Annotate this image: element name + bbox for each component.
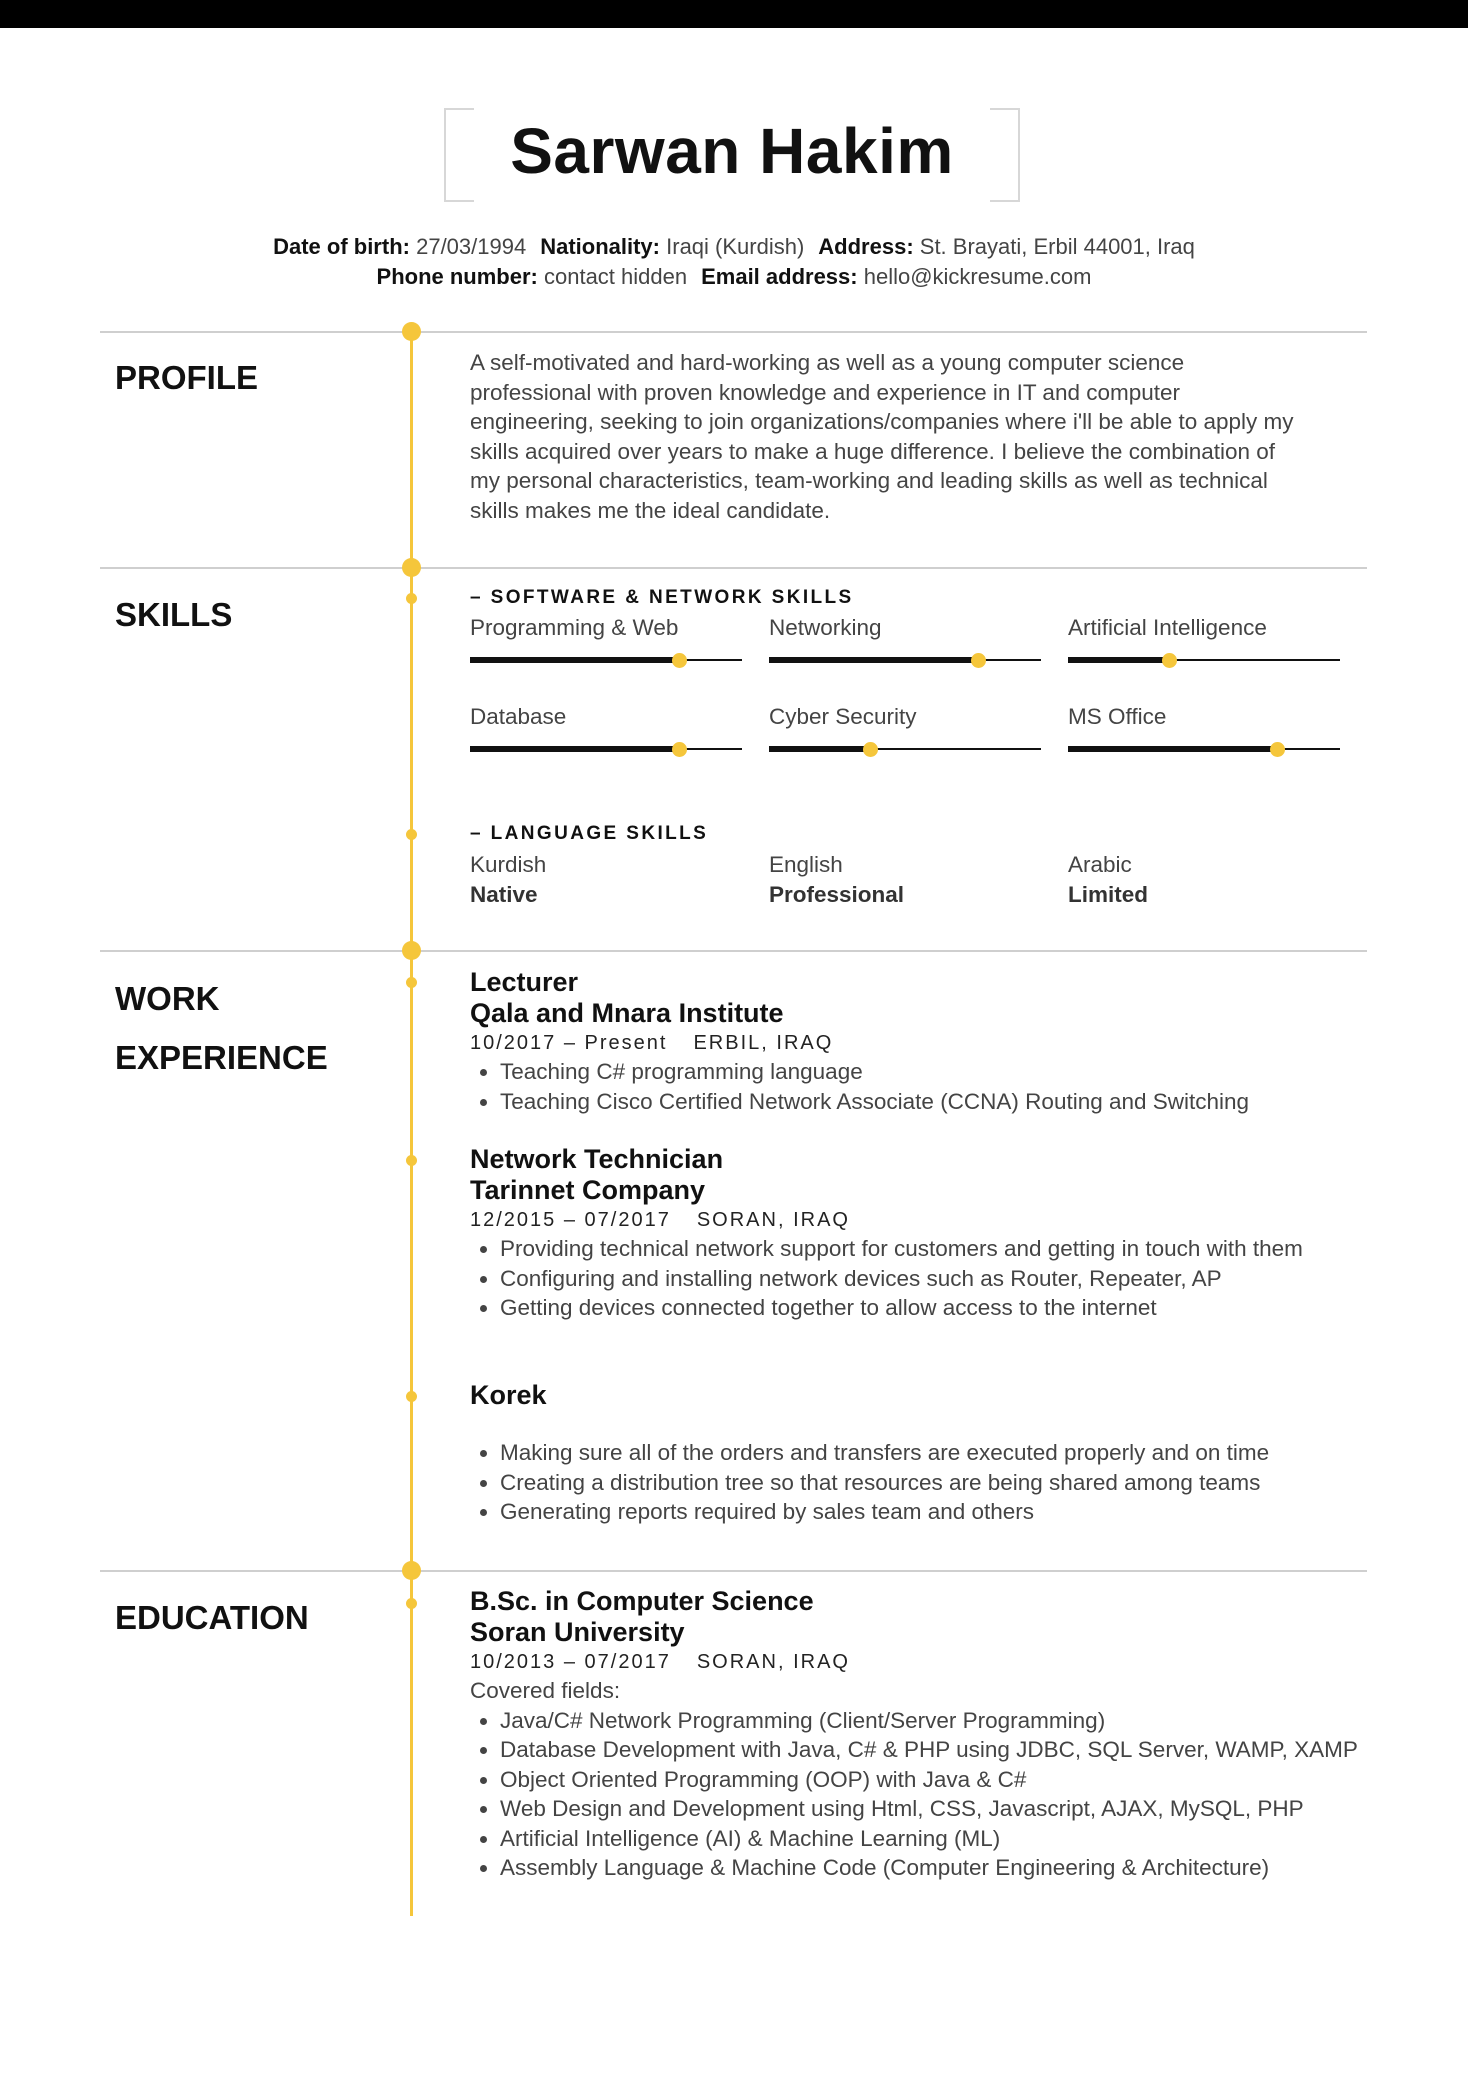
email-label: Email address: <box>701 264 858 289</box>
skill-level-dot <box>672 653 687 668</box>
skill-fill <box>769 746 864 752</box>
duty-item: • Generating reports required by sales team and others <box>500 1497 1370 1527</box>
education-meta <box>470 1648 1370 1676</box>
language-name: Kurdish <box>470 852 547 877</box>
job-title: Korek <box>470 1380 547 1410</box>
skill-label: Database <box>470 704 567 729</box>
skill-label: Networking <box>769 615 882 640</box>
duty-item: • Configuring and installing network devices such as Router, Repeater, AP <box>500 1264 1360 1294</box>
dob-value: 27/03/1994 <box>416 234 527 259</box>
field-item: • Assembly Language & Machine Code (Computer Engineering & Architecture) <box>500 1853 1360 1883</box>
profile-summary <box>470 348 1370 525</box>
language-kurdish <box>470 850 750 910</box>
profile-line: skills makes me the ideal candidate. <box>470 497 831 523</box>
job-duties <box>470 1234 1360 1323</box>
skill-fill <box>1068 657 1163 663</box>
job-duties <box>470 1438 1370 1527</box>
dob-label: Date of birth: <box>273 234 410 259</box>
language-level: Native <box>470 882 538 907</box>
profile-line: skills acquired over years to make a huge difference. I believe the combination of <box>470 438 1276 464</box>
candidate-name: Sarwan Hakim <box>510 115 954 187</box>
language-name: English <box>769 852 843 877</box>
duty-item: • Creating a distribution tree so that resources are being shared among teams <box>500 1468 1370 1498</box>
skill-fill <box>769 657 972 663</box>
timeline-dot <box>402 1561 421 1580</box>
field-item: • Artificial Intelligence (AI) & Machine Learning (ML) <box>500 1824 1360 1854</box>
profile-line: professional with proven knowledge and experience in IT and computer <box>470 379 1181 405</box>
section-title-experience: EXPERIENCE <box>115 1039 328 1076</box>
skill-level-dot <box>672 742 687 757</box>
job-meta <box>470 1029 1370 1057</box>
profile-line: engineering, seeking to join organizations/companies where i'll be able to apply my <box>470 409 1294 434</box>
work-entry-korek <box>470 1380 1370 1527</box>
duty-item: • Getting devices connected together to allow access to the internet <box>500 1293 1360 1323</box>
work-entry-lecturer <box>470 967 1370 1116</box>
job-dates: 12/2015 – 07/2017 <box>470 1209 671 1231</box>
profile-line: my personal characteristics, team-working and leading skills as well as technical <box>470 468 1268 493</box>
job-duties <box>470 1057 1370 1116</box>
language-level: Professional <box>769 882 905 907</box>
skill-level-dot <box>1162 653 1177 668</box>
duty-item: • Providing technical network support for customers and getting in touch with them <box>500 1234 1360 1264</box>
language-arabic <box>1068 850 1348 910</box>
job-location: SORAN, IRAQ <box>696 1209 850 1231</box>
section-title-work: WORK <box>115 980 220 1017</box>
section-divider <box>100 331 1367 333</box>
phone-label: Phone number: <box>376 264 538 289</box>
timeline-dot-small <box>406 1155 417 1166</box>
company-name: Qala and Mnara Institute <box>470 998 784 1028</box>
job-dates: 10/2017 – Present <box>470 1032 668 1054</box>
skill-networking <box>769 615 1041 641</box>
field-item: • Web Design and Development using Html, CSS, Javascript, AJAX, MySQL, PHP <box>500 1794 1360 1824</box>
nationality-value: Iraqi (Kurdish) <box>666 234 805 259</box>
section-title-profile: PROFILE <box>115 359 259 396</box>
language-level: Limited <box>1068 882 1149 907</box>
email-value[interactable]: hello@kickresume.com <box>863 264 1092 289</box>
name-header <box>444 108 1020 200</box>
skill-artificial-intelligence <box>1068 615 1340 641</box>
skill-label: MS Office <box>1068 704 1167 729</box>
education-entry <box>470 1586 1370 1883</box>
timeline-dot <box>402 322 421 341</box>
timeline-dot-small <box>406 1391 417 1402</box>
skill-label: Cyber Security <box>769 704 917 729</box>
language-name: Arabic <box>1068 852 1132 877</box>
work-entry-network-technician <box>470 1144 1370 1323</box>
skill-fill <box>470 657 673 663</box>
skill-ms-office <box>1068 704 1340 730</box>
section-title-education: EDUCATION <box>115 1599 309 1636</box>
education-location: SORAN, IRAQ <box>696 1651 850 1673</box>
job-title: Lecturer <box>470 967 579 997</box>
field-item: • Database Development with Java, C# & PHP using JDBC, SQL Server, WAMP, XAMP <box>500 1735 1360 1765</box>
field-item: • Object Oriented Programming (OOP) with Java & C# <box>500 1765 1360 1795</box>
nationality-label: Nationality: <box>540 234 660 259</box>
duty-item: • Making sure all of the orders and transfers are executed properly and on time <box>500 1438 1370 1468</box>
job-title: Network Technician <box>470 1144 724 1174</box>
top-bar <box>0 0 1468 28</box>
skill-cyber-security <box>769 704 1041 730</box>
education-dates: 10/2013 – 07/2017 <box>470 1651 671 1673</box>
skill-level-dot <box>1270 742 1285 757</box>
skill-fill <box>1068 746 1271 752</box>
section-divider <box>100 1570 1367 1572</box>
skill-label: Artificial Intelligence <box>1068 615 1267 640</box>
skill-level-dot <box>863 742 878 757</box>
duty-item: • Teaching Cisco Certified Network Associate (CCNA) Routing and Switching <box>500 1087 1370 1117</box>
timeline-dot <box>402 941 421 960</box>
timeline-dot-small <box>406 829 417 840</box>
skill-label: Programming & Web <box>470 615 679 640</box>
covered-fields-label: Covered fields: <box>470 1678 621 1703</box>
skill-programming-web <box>470 615 742 641</box>
school-name: Soran University <box>470 1617 685 1647</box>
phone-value: contact hidden <box>543 264 688 289</box>
covered-fields-list <box>470 1706 1360 1883</box>
timeline-dot <box>402 558 421 577</box>
job-location: ERBIL, IRAQ <box>693 1032 834 1054</box>
timeline-dot-small <box>406 593 417 604</box>
profile-line: A self-motivated and hard-working as well as a young computer science <box>470 350 1185 375</box>
section-title-skills: SKILLS <box>115 596 233 633</box>
section-divider <box>100 567 1367 569</box>
timeline-dot-small <box>406 977 417 988</box>
company-name: Tarinnet Company <box>470 1175 706 1205</box>
address-label: Address: <box>818 234 914 259</box>
address-value: St. Brayati, Erbil 44001, Iraq <box>919 234 1195 259</box>
software-skills-heading: – SOFTWARE & NETWORK SKILLS <box>470 587 854 608</box>
skill-fill <box>470 746 673 752</box>
job-meta <box>470 1206 1370 1234</box>
field-item: • Java/C# Network Programming (Client/Server Programming) <box>500 1706 1360 1736</box>
duty-item: • Teaching C# programming language <box>500 1057 1370 1087</box>
contact-line-2 <box>0 264 1468 290</box>
language-english <box>769 850 1049 910</box>
skill-database <box>470 704 742 730</box>
degree-title: B.Sc. in Computer Science <box>470 1586 814 1616</box>
timeline-dot-small <box>406 1598 417 1609</box>
section-divider <box>100 950 1367 952</box>
skill-level-dot <box>971 653 986 668</box>
contact-line-1 <box>0 234 1468 260</box>
language-skills-heading: – LANGUAGE SKILLS <box>470 823 709 844</box>
